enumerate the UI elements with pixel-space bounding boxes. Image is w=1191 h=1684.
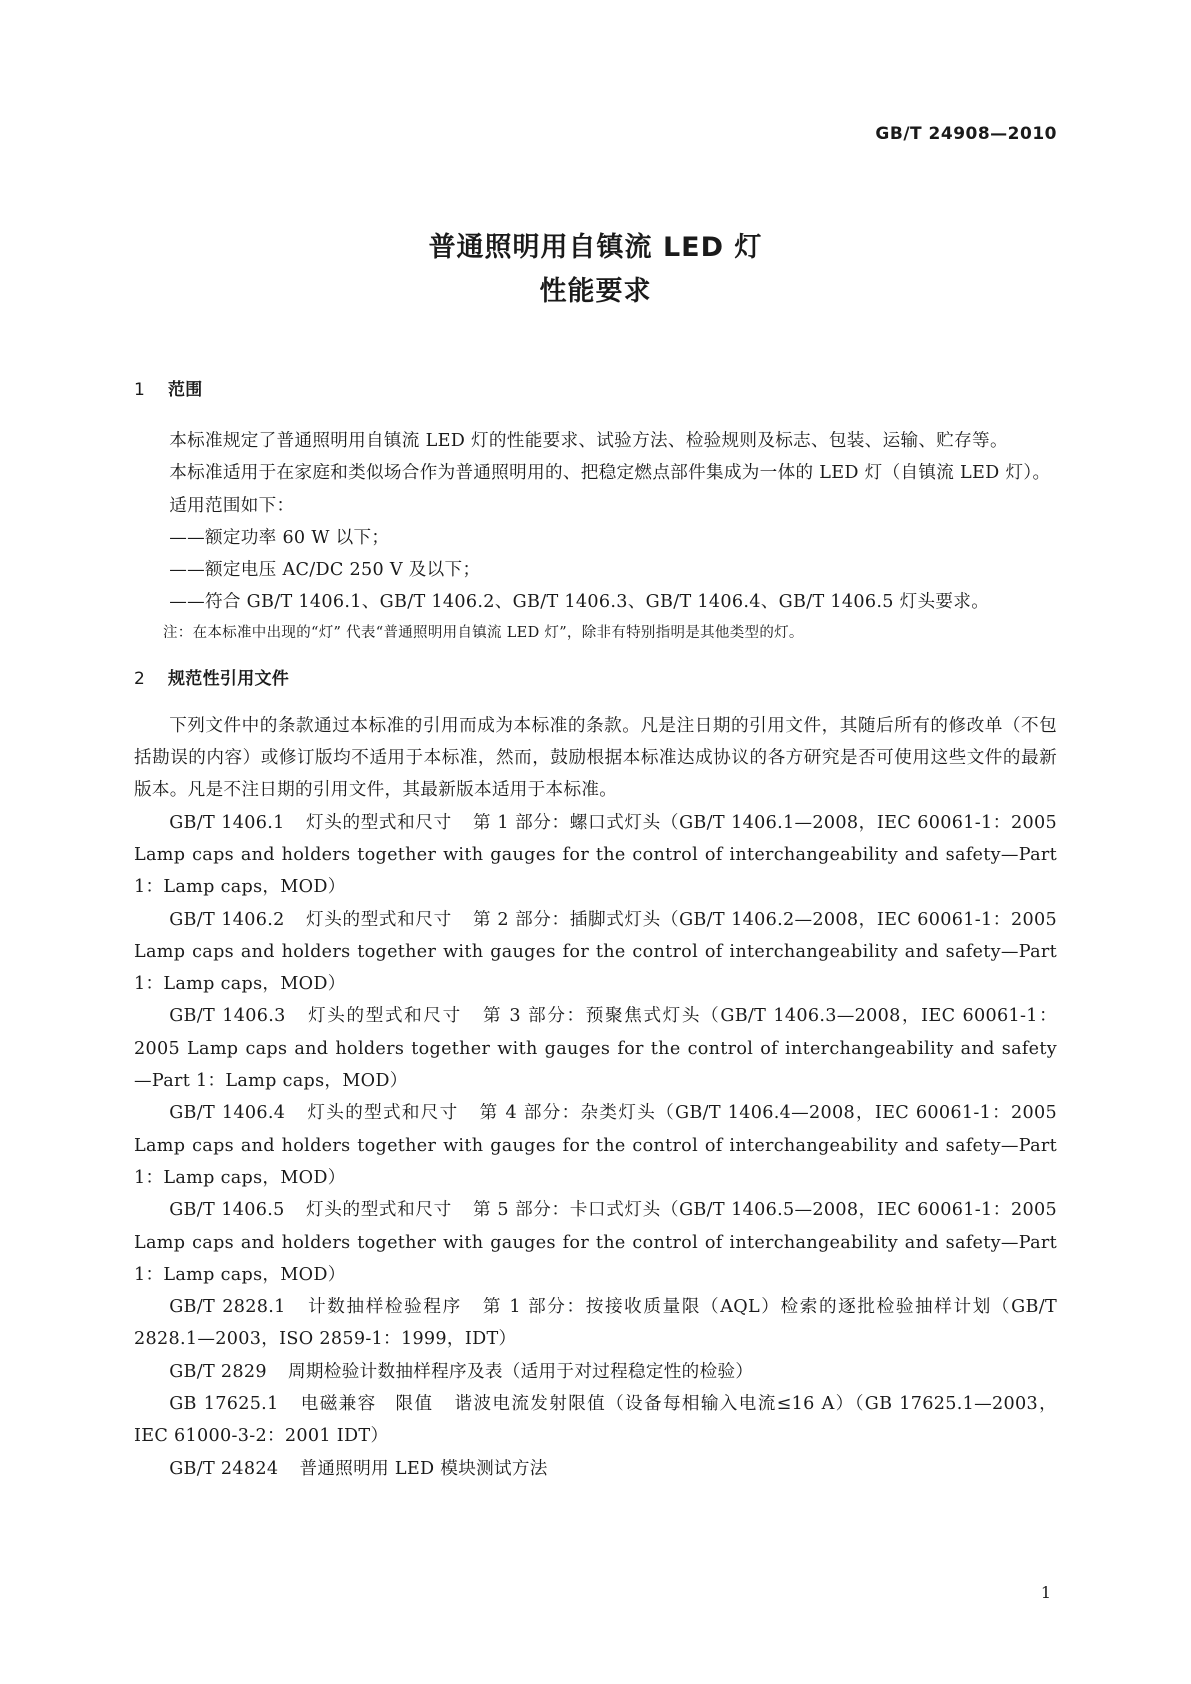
- note: 注：在本标准中出现的“灯” 代表“普通照明用自镇流 LED 灯”，除非有特别指明是其他类型的灯。: [163, 624, 804, 641]
- section-number: 1: [134, 380, 146, 400]
- reference-title: 灯头的型式和尺寸: [305, 909, 452, 930]
- reference-detail: 预聚焦式灯头（GB/T 1406.3—2008，IEC 60061-1：2005 Lamp caps and holders together with gauges for the control of interchangeability and safety—Part 1：Lamp caps，MOD）: [134, 1006, 1057, 1092]
- standard-code: GB/T 24908—2010: [875, 124, 1057, 144]
- reference-item: [134, 1356, 1057, 1388]
- section-title: 范围: [168, 380, 203, 400]
- reference-detail: 谐波电流发射限值（设备每相输入电流≤16 A）（GB 17625.1—2003，IEC 61000-3-2：2001 IDT）: [134, 1394, 1057, 1447]
- reference-part: 第 1 部分：: [482, 1297, 586, 1318]
- reference-item: [134, 1388, 1057, 1453]
- paragraph: 下列文件中的条款通过本标准的引用而成为本标准的条款。凡是注日期的引用文件，其随后所有的修改单（不包括勘误的内容）或修订版均不适用于本标准，然而，鼓励根据本标准达成协议的各方研究是否可使用这些文件的最新版本。凡是不注日期的引用文件，其最新版本适用于本标准。: [134, 715, 1057, 801]
- reference-title: 普通照明用 LED 模块测试方法: [299, 1458, 548, 1479]
- reference-item: [134, 1453, 1057, 1485]
- document-title: [0, 226, 1191, 314]
- reference-code: GB/T 1406.5: [169, 1200, 285, 1221]
- reference-code: GB/T 24824: [169, 1458, 279, 1479]
- reference-code: GB/T 2828.1: [169, 1297, 286, 1318]
- section-title: 规范性引用文件: [168, 668, 290, 689]
- reference-title: 电磁兼容 限值: [299, 1394, 434, 1415]
- section-number: 2: [134, 668, 146, 689]
- reference-title: 灯头的型式和尺寸: [305, 812, 452, 833]
- reference-item: [134, 807, 1057, 904]
- paragraph: 本标准规定了普通照明用自镇流 LED 灯的性能要求、试验方法、检验规则及标志、包装、运输、贮存等。: [169, 431, 1008, 451]
- reference-title: 灯头的型式和尺寸: [305, 1200, 452, 1221]
- reference-code: GB/T 1406.1: [169, 812, 285, 833]
- reference-part: 第 5 部分：: [472, 1200, 570, 1221]
- reference-item: [134, 1291, 1057, 1356]
- reference-detail: 卡口式灯头（GB/T 1406.5—2008，IEC 60061-1：2005 Lamp caps and holders together with gauges for the control of interchangeability and safety—Part 1：Lamp caps，MOD）: [134, 1200, 1058, 1285]
- reference-detail: 杂类灯头（GB/T 1406.4—2008，IEC 60061-1：2005 Lamp caps and holders together with gauges for the control of interchangeability and safety—Part 1：Lamp caps，MOD）: [134, 1103, 1057, 1188]
- reference-title: 周期检验计数抽样程序及表（适用于对过程稳定性的检验）: [288, 1361, 754, 1382]
- reference-code: GB/T 1406.3: [169, 1006, 286, 1027]
- reference-part: 第 4 部分：: [479, 1103, 581, 1124]
- section-2-heading: [134, 667, 1057, 691]
- list-item: ——额定电压 AC/DC 250 V 及以下；: [169, 560, 481, 581]
- reference-detail: 按接收质量限（AQL）检索的逐批检验抽样计划（GB/T 2828.1—2003，ISO 2859-1：1999，IDT）: [134, 1297, 1057, 1350]
- reference-item: [134, 1097, 1057, 1194]
- title-line-2: 性能要求: [539, 276, 652, 307]
- paragraph: 适用范围如下：: [169, 495, 295, 516]
- list-item: ——额定功率 60 W 以下；: [169, 527, 390, 548]
- reference-part: 第 1 部分：: [472, 812, 570, 833]
- title-line-1: 普通照明用自镇流 LED 灯: [428, 232, 763, 263]
- reference-detail: 插脚式灯头（GB/T 1406.2—2008，IEC 60061-1：2005 Lamp caps and holders together with gauges for the control of interchangeability and safety—Part 1：Lamp caps，MOD）: [134, 909, 1058, 995]
- reference-title: 灯头的型式和尺寸: [306, 1103, 459, 1124]
- reference-detail: 螺口式灯头（GB/T 1406.1—2008，IEC 60061-1：2005 Lamp caps and holders together with gauges for the control of interchangeability and safety—Part 1：Lamp caps，MOD）: [134, 812, 1058, 898]
- reference-part: 第 2 部分：: [472, 909, 570, 930]
- reference-part: 第 3 部分：: [482, 1006, 586, 1027]
- reference-item: [134, 1000, 1057, 1097]
- list-item: ——符合 GB/T 1406.1、GB/T 1406.2、GB/T 1406.3、GB/T 1406.4、GB/T 1406.5 灯头要求。: [169, 592, 990, 613]
- document-body: [134, 378, 1057, 1485]
- paragraph: 本标准适用于在家庭和类似场合作为普通照明用的、把稳定燃点部件集成为一体的 LED 灯（自镇流 LED 灯）。: [169, 463, 1051, 484]
- reference-item: [134, 1194, 1057, 1291]
- reference-code: GB/T 1406.2: [169, 909, 285, 930]
- page-number: 1: [1040, 1583, 1051, 1602]
- reference-title: 灯头的型式和尺寸: [306, 1006, 462, 1027]
- reference-code: GB 17625.1: [169, 1394, 279, 1415]
- reference-code: GB/T 1406.4: [169, 1103, 286, 1124]
- section-1-heading: [134, 378, 1057, 402]
- reference-title: 计数抽样检验程序: [306, 1297, 462, 1318]
- reference-code: GB/T 2829: [169, 1361, 267, 1382]
- reference-item: [134, 904, 1057, 1001]
